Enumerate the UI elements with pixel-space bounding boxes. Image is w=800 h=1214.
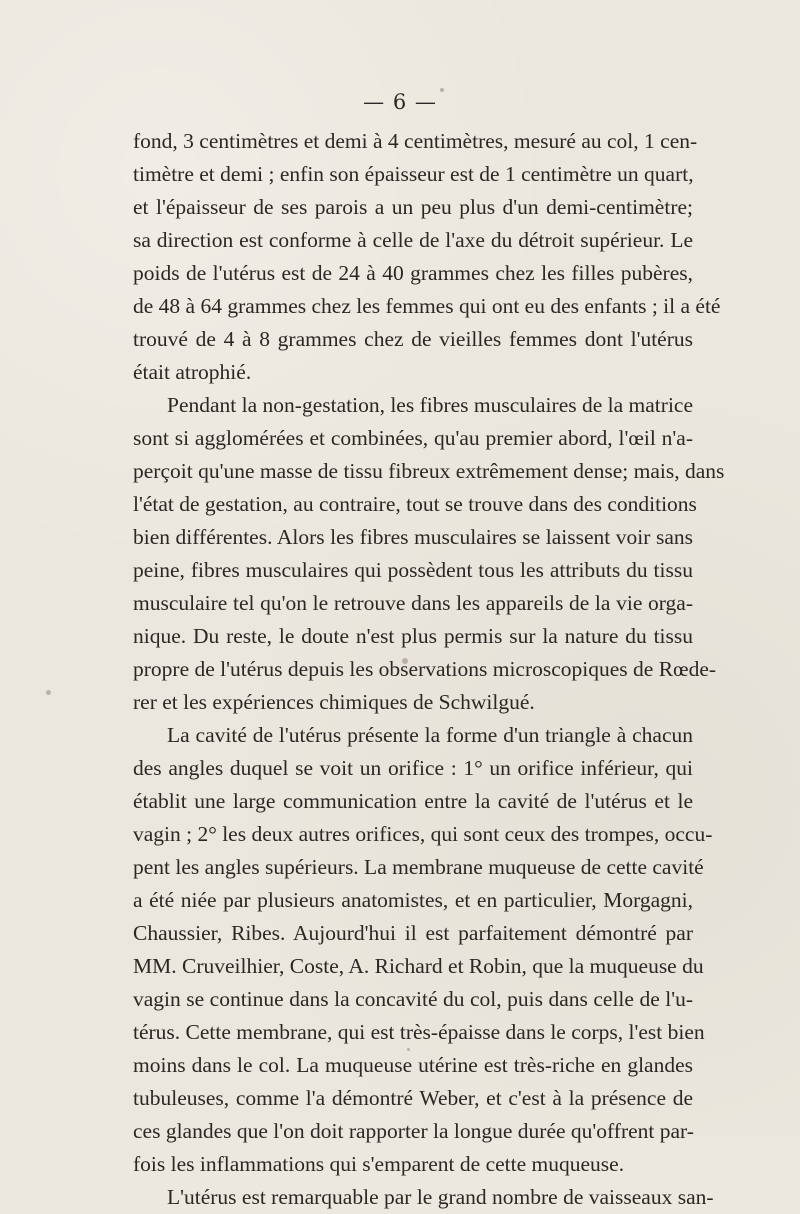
text-line: sont si agglomérées et combinées, qu'au premier abord, l'œil n'a- bbox=[133, 426, 693, 450]
text-line: Chaussier, Ribes. Aujourd'hui il est parfaitement démontré par bbox=[133, 921, 693, 945]
text-line: sa direction est conforme à celle de l'axe du détroit supérieur. Le bbox=[133, 228, 693, 252]
text-line: a été niée par plusieurs anatomistes, et en particulier, Morgagni, bbox=[133, 888, 693, 912]
paragraph-2 bbox=[133, 389, 725, 719]
text-line: peine, fibres musculaires qui possèdent tous les attributs du tissu bbox=[133, 558, 693, 582]
text-line: l'état de gestation, au contraire, tout se trouve dans des conditions bbox=[133, 492, 697, 516]
text-line: Pendant la non-gestation, les fibres musculaires de la matrice bbox=[167, 393, 693, 417]
text-line: établit une large communication entre la cavité de l'utérus et le bbox=[133, 789, 693, 813]
text-line: vagin se continue dans la concavité du col, puis dans celle de l'u- bbox=[133, 987, 693, 1011]
text-line: timètre et demi ; enfin son épaisseur est de 1 centimètre un quart, bbox=[133, 162, 694, 186]
text-line: fond, 3 centimètres et demi à 4 centimètres, mesuré au col, 1 cen- bbox=[133, 129, 698, 153]
text-line: des angles duquel se voit un orifice : 1° un orifice inférieur, qui bbox=[133, 756, 693, 780]
paper-speck bbox=[46, 690, 51, 695]
body-text bbox=[133, 125, 725, 1214]
text-line: rer et les expériences chimiques de Schwilgué. bbox=[133, 690, 535, 714]
text-line: La cavité de l'utérus présente la forme d'un triangle à chacun bbox=[167, 723, 693, 747]
text-line: de 48 à 64 grammes chez les femmes qui ont eu des enfants ; il a été bbox=[133, 294, 721, 318]
text-line: nique. Du reste, le doute n'est plus permis sur la nature du tissu bbox=[133, 624, 693, 648]
text-line: pent les angles supérieurs. La membrane muqueuse de cette cavité bbox=[133, 855, 704, 879]
text-line: bien différentes. Alors les fibres musculaires se laissent voir sans bbox=[133, 525, 693, 549]
text-line: propre de l'utérus depuis les observations microscopiques de Rœde- bbox=[133, 657, 717, 681]
text-line: ces glandes que l'on doit rapporter la longue durée qu'offrent par- bbox=[133, 1119, 694, 1143]
text-line: fois les inflammations qui s'emparent de cette muqueuse. bbox=[133, 1152, 625, 1176]
text-line: MM. Cruveilhier, Coste, A. Richard et Robin, que la muqueuse du bbox=[133, 954, 704, 978]
text-line: moins dans le col. La muqueuse utérine est très-riche en glandes bbox=[133, 1053, 693, 1077]
text-line: était atrophié. bbox=[133, 360, 252, 384]
text-line: térus. Cette membrane, qui est très-épaisse dans le corps, l'est bien bbox=[133, 1020, 705, 1044]
paper-speck bbox=[440, 88, 444, 92]
page-number-header: — 6 — bbox=[363, 90, 437, 114]
text-line: poids de l'utérus est de 24 à 40 grammes chez les filles pubères, bbox=[133, 261, 693, 285]
paragraph-1 bbox=[133, 125, 721, 389]
text-line: perçoit qu'une masse de tissu fibreux extrêmement dense; mais, dans bbox=[133, 459, 725, 483]
text-line: et l'épaisseur de ses parois a un peu plus d'un demi-centimètre; bbox=[133, 195, 693, 219]
paper-speck bbox=[407, 1048, 410, 1051]
paper-speck bbox=[402, 658, 408, 664]
text-line: trouvé de 4 à 8 grammes chez de vieilles femmes dont l'utérus bbox=[133, 327, 693, 351]
text-line: musculaire tel qu'on le retrouve dans les appareils de la vie orga- bbox=[133, 591, 693, 615]
paragraph-3 bbox=[133, 719, 713, 1181]
text-line: vagin ; 2° les deux autres orifices, qui sont ceux des trompes, occu- bbox=[133, 822, 713, 846]
paragraph-4 bbox=[133, 1181, 714, 1214]
text-line: tubuleuses, comme l'a démontré Weber, et c'est à la présence de bbox=[133, 1086, 693, 1110]
text-line: L'utérus est remarquable par le grand nombre de vaisseaux san- bbox=[167, 1185, 714, 1209]
